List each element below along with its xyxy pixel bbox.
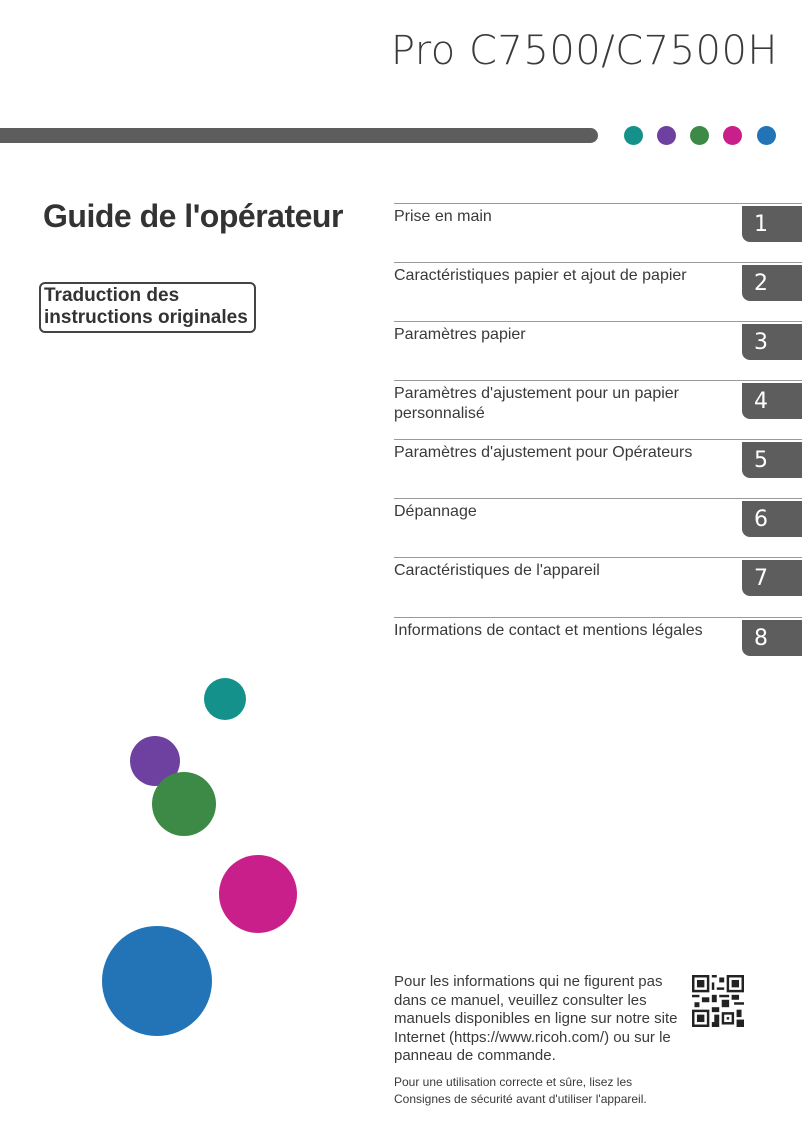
chapter-tab[interactable]: 5: [742, 442, 802, 478]
chapter-8[interactable]: [394, 617, 802, 676]
chapter-tab[interactable]: 8: [742, 620, 802, 656]
chapter-label: Caractéristiques papier et ajout de papier: [394, 267, 687, 284]
green-circle: [152, 772, 216, 836]
chapter-2[interactable]: [394, 262, 802, 321]
subtitle-line: instructions originales: [44, 307, 248, 328]
chapter-1[interactable]: [394, 203, 802, 262]
teal-circle: [204, 678, 246, 720]
chapter-tab[interactable]: 2: [742, 265, 802, 301]
footer-notes: [394, 973, 684, 1108]
chapter-tab[interactable]: 3: [742, 324, 802, 360]
safety-notice: Pour une utilisation correcte et sûre, lisez les Consignes de sécurité avant d'utiliser l'appareil.: [394, 1074, 647, 1106]
chapter-label: Paramètres d'ajustement pour Opérateurs: [394, 444, 693, 461]
document-title: Guide de l'opérateur: [43, 198, 343, 234]
green-dot: [690, 126, 709, 145]
magenta-dot: [723, 126, 742, 145]
chapter-tab[interactable]: 1: [742, 206, 802, 242]
chapter-label: Informations de contact et mentions légales: [394, 622, 703, 639]
purple-dot: [657, 126, 676, 145]
subtitle-box: [39, 282, 256, 333]
blue-dot: [757, 126, 776, 145]
chapter-tab[interactable]: 7: [742, 560, 802, 596]
chapter-label: Paramètres d'ajustement pour un papier personnalisé: [394, 385, 679, 422]
subtitle-line: Traduction des: [44, 285, 180, 306]
blue-circle: [102, 926, 212, 1036]
chapter-tab[interactable]: 6: [742, 501, 802, 537]
teal-dot: [624, 126, 643, 145]
chapter-4[interactable]: [394, 380, 802, 439]
chapter-3[interactable]: [394, 321, 802, 380]
chapter-6[interactable]: [394, 498, 802, 557]
chapter-label: Prise en main: [394, 208, 492, 225]
header-bar: [0, 128, 598, 143]
chapter-label: Paramètres papier: [394, 326, 526, 343]
chapter-label: Caractéristiques de l'appareil: [394, 562, 600, 579]
info-text: Pour les informations qui ne figurent pas dans ce manuel, veuillez consulter les manuels disponibles en ligne sur notre site Internet (https://www.ricoh.com/) ou sur le panneau de commande.: [394, 973, 678, 1064]
qr-code-icon[interactable]: [692, 975, 744, 1027]
model-name: Pro C7500/C7500H: [390, 28, 778, 74]
chapter-5[interactable]: [394, 439, 802, 498]
chapter-tab[interactable]: 4: [742, 383, 802, 419]
chapter-7[interactable]: [394, 557, 802, 616]
magenta-circle: [219, 855, 297, 933]
chapter-label: Dépannage: [394, 503, 477, 520]
